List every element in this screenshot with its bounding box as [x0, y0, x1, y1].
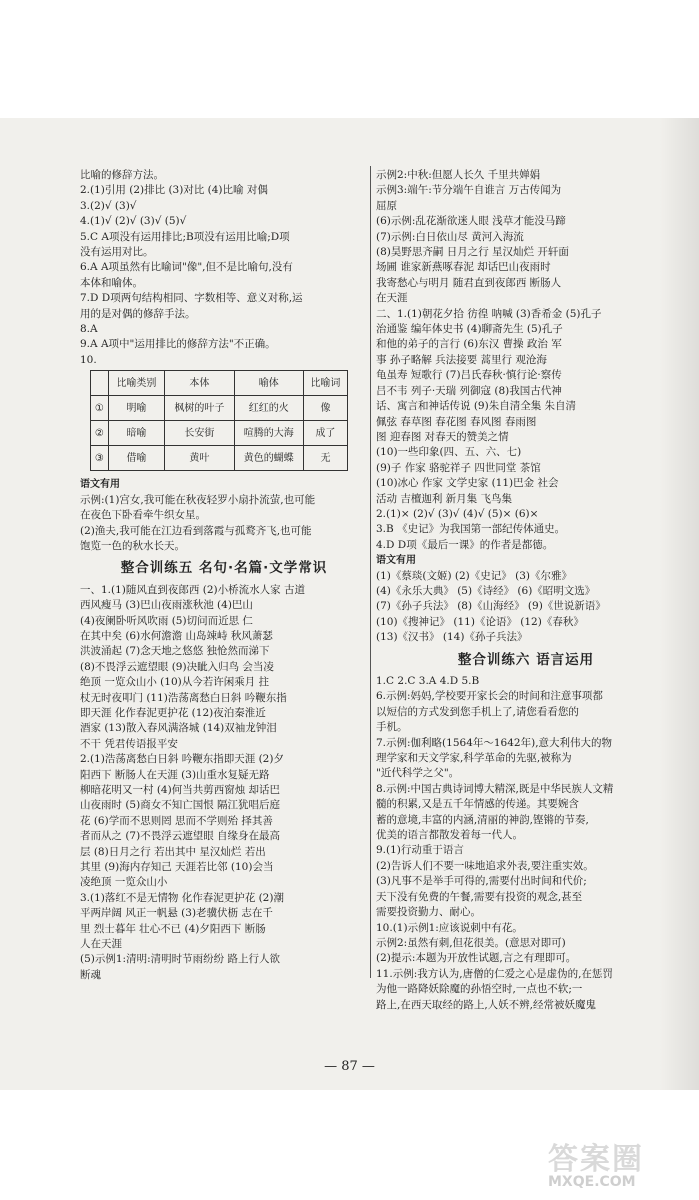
- answer-line: 西风瘦马 (3)巴山夜雨涨秋池 (4)巴山: [80, 599, 253, 612]
- table-header-cell: 比喻类别: [108, 371, 165, 396]
- table-cell: 长安街: [165, 421, 234, 446]
- answer-line: 以短信的方式发到您手机上了,请您看看您的: [376, 705, 579, 718]
- answer-line: 用的是对偶的修辞手法。: [80, 307, 196, 320]
- table-cell: 像: [303, 396, 347, 421]
- answer-line: 3.(2)√ (3)√: [80, 199, 137, 212]
- table-cell: 无: [303, 446, 347, 471]
- table-cell: 枫树的叶子: [165, 396, 234, 421]
- yuwen-heading: 语文有用: [376, 555, 416, 567]
- answer-line: (10)冰心 作家 文学史家 (11)巴金 社会: [376, 477, 559, 490]
- answer-line: 屈原: [376, 199, 397, 212]
- answer-line: 饱览一色的秋水长天。: [80, 539, 185, 552]
- answer-line: (1)《蔡琰(文姬) (2)《史记》 (3)《尔雅》: [376, 569, 572, 582]
- answer-line: 山夜雨时 (5)商女不知亡国恨 隔江犹唱后庭: [80, 799, 281, 812]
- table-cell: 暗喻: [108, 421, 165, 446]
- answer-line: 二、1.(1)朝花夕拾 彷徨 呐喊 (3)香希金 (5)孔子: [376, 307, 602, 320]
- answer-line: 场圃 谁家新燕啄春泥 却话巴山夜雨时: [376, 261, 551, 274]
- table-cell: ③: [91, 446, 109, 471]
- answer-line: 在其中矣 (6)水何澹澹 山岛竦峙 秋风萧瑟: [80, 629, 273, 642]
- answer-line: 优美的语言都散发着每一代人。: [376, 829, 523, 842]
- yuwen-heading: 语文有用: [80, 479, 120, 491]
- answer-line: 9.A A项中"运用排比的修辞方法"不正确。: [80, 338, 276, 351]
- answer-line: 为他一路降妖除魔的孙悟空时,一点也不软;一: [376, 983, 583, 996]
- answer-line: 2.(1)× (2)√ (3)√ (4)√ (5)× (6)×: [376, 507, 539, 520]
- section-title: 整合训练六 语言运用: [457, 651, 595, 668]
- answer-line: 蓄的意境,丰富的内涵,清丽的神韵,铿锵的节奏,: [376, 813, 589, 826]
- answer-line: 里 烈士暮年 壮心不已 (4)夕阳西下 断肠: [80, 922, 266, 935]
- answer-line: 髓的积累,又是五千年情感的传递。其要婉含: [376, 798, 579, 811]
- answer-line: (2)告诉人们不要一味地追求外表,要注重实效。: [376, 859, 594, 872]
- table-header-cell: 比喻词: [303, 371, 347, 396]
- answer-line: 10.: [80, 353, 97, 366]
- answer-line: 没有运用对比。: [80, 246, 154, 259]
- answer-line: 6.示例:妈妈,学校要开家长会的时间和注意事项都: [376, 690, 603, 703]
- answer-line: 天下没有免费的午餐,需要有投资的观念,甚至: [376, 890, 583, 903]
- answer-line: (5)示例1:清明:清明时节雨纷纷 路上行人欲: [80, 953, 280, 966]
- answer-line: 1.C 2.C 3.A 4.D 5.B: [376, 675, 480, 687]
- answer-line: (9)子 作家 骆驼祥子 四世同堂 茶馆: [376, 461, 541, 474]
- answer-line: 一、1.(1)随风直到夜郎西 (2)小桥流水人家 古道: [80, 583, 305, 596]
- answer-line: (10)《搜神记》 (11)《论语》 (12)《春秋》: [376, 615, 584, 628]
- answer-line: 比喻的修辞方法。: [80, 169, 164, 181]
- answer-line: (6)示例:乱花渐欲迷人眼 浅草才能没马蹄: [376, 215, 566, 228]
- answer-line: 图 迎春图 对春天的赞美之情: [376, 430, 509, 443]
- answer-line: 花 (6)学而不思则罔 思而不学则殆 择其善: [80, 814, 273, 827]
- answer-line: 示例:(1)宫女,我可能在秋夜轻罗小扇扑流萤,也可能: [80, 493, 316, 506]
- answer-line: 在天涯: [376, 292, 408, 305]
- table-row: [91, 421, 348, 446]
- answer-line: 示例2:虽然有刺,但花很美。(意思对即可): [376, 936, 566, 949]
- table-cell: ①: [91, 396, 109, 421]
- right-column: [376, 168, 676, 1013]
- answer-line: 佩弦 春草图 春花图 春风图 春雨图: [376, 415, 537, 428]
- answer-line: "近代科学之父"。: [376, 767, 460, 780]
- answer-line: (8)昊野思齐嗣 日月之行 星汉灿烂 开轩面: [376, 246, 569, 259]
- table-cell: 喧腾的大海: [234, 421, 303, 446]
- answer-line: 绝顶 一览众山小 (10)从今若许闲乘月 拄: [80, 676, 270, 689]
- answer-line: 者而从之 (7)不畏浮云遮望眼 自缘身在最高: [80, 830, 281, 843]
- answer-line: 洪波涌起 (7)念天地之悠悠 独怆然而涕下: [80, 645, 270, 658]
- answer-line: 5.C A项没有运用排比;B项没有运用比喻;D项: [80, 230, 290, 243]
- table-row: [91, 396, 348, 421]
- answer-line: 人在天涯: [80, 938, 122, 951]
- answer-line: 11.示例:我方认为,唐僧的仁爱之心是虚伪的,在惩罚: [376, 967, 613, 980]
- answer-line: 需要投资勤力、耐心。: [376, 906, 481, 919]
- answer-line: 吕不韦 列子·天瑞 列御寇 (8)我国古代神: [376, 384, 562, 397]
- answer-line: (2)提示:本题为开放性试题,言之有理即可。: [376, 952, 577, 965]
- answer-line: 柳暗花明又一村 (4)何当共剪西窗烛 却话巴: [80, 784, 281, 796]
- answer-line: 本体和喻体。: [80, 276, 143, 289]
- answer-line: (4)《永乐大典》 (5)《诗经》 (6)《昭明文选》: [376, 584, 596, 597]
- answer-line: 7.D D项两句结构相同、字数相等、意义对称,运: [80, 292, 303, 305]
- table-cell: 黄叶: [165, 446, 234, 471]
- answer-line: 3.B 《史记》为我国第一部纪传体通史。: [376, 523, 566, 536]
- answer-line: 示例3:端午:节分端午自谁言 万古传闻为: [376, 184, 562, 197]
- answer-line: 阳西下 断肠人在天涯 (3)山重水复疑无路: [80, 768, 270, 781]
- answer-line: (7)示例:白日依山尽 黄河入海流: [376, 230, 524, 243]
- table-header-cell: [91, 371, 109, 396]
- answer-line: (10)一些印象(四、五、六、七): [376, 446, 522, 459]
- answer-line: 10.(1)示例1:应该说刺中有花。: [376, 921, 523, 934]
- top-black-bar: [0, 0, 699, 118]
- watermark-url: MXQE.COM: [548, 1174, 636, 1190]
- answer-line: 不干 凭君传语报平安: [80, 737, 178, 750]
- answer-line: 酒家 (13)散入春风满洛城 (14)双袖龙钟泪: [80, 722, 277, 735]
- answer-line: 治通鉴 编年体史书 (4)聊斋先生 (5)孔子: [376, 323, 563, 336]
- table-cell: 明喻: [108, 396, 165, 421]
- page-number: — 87 —: [324, 1059, 375, 1074]
- table-cell: 红红的火: [234, 396, 303, 421]
- answer-line: 事 孙子略解 兵法接要 蒿里行 观沧海: [376, 353, 547, 366]
- answer-line: 示例2:中秋:但愿人长久 千里共婵娟: [376, 169, 541, 181]
- left-column: [80, 168, 368, 983]
- answer-line: 理学家和天文学家,科学革命的先驱,被称为: [376, 752, 572, 765]
- watermark-logo: 答案圈: [548, 1142, 644, 1177]
- section-title: 整合训练五 名句·名篇·文学常识: [120, 560, 328, 577]
- answer-line: (7)《孙子兵法》 (8)《山海经》 (9)《世说新语》: [376, 600, 606, 613]
- answer-line: 龟虽寿 短歌行 (7)吕氏春秋·慎行论·察传: [376, 369, 562, 382]
- answer-line: 其里 (9)海内存知己 天涯若比邻 (10)会当: [80, 861, 274, 874]
- table-cell: 借喻: [108, 446, 165, 471]
- answer-line: 4.D D项《最后一课》的作者是都德。: [376, 538, 554, 551]
- answer-line: 2.(1)引用 (2)排比 (3)对比 (4)比喻 对偶: [80, 184, 268, 197]
- answer-line: 层 (8)日月之行 若出其中 星汉灿烂 若出: [80, 845, 266, 858]
- metaphor-table: [90, 370, 348, 471]
- answer-line: 7.示例:伽利略(1564年～1642年),意大利伟大的物: [376, 736, 613, 749]
- answer-line: 我寄愁心与明月 随君直到夜郎西 断肠人: [376, 276, 562, 289]
- answer-line: 平两岸阔 风正一帆悬 (3)老骥伏枥 志在千: [80, 907, 273, 920]
- watermark: [548, 1134, 644, 1190]
- table-row: [91, 446, 348, 471]
- table-header-cell: 喻体: [234, 371, 303, 396]
- answer-line: 4.(1)√ (2)√ (3)√ (5)√: [80, 215, 187, 228]
- answer-line: 9.(1)行动重于语言: [376, 844, 464, 857]
- table-cell: 成了: [303, 421, 347, 446]
- answer-line: 路上,在西天取经的路上,人妖不辨,经常被妖魔鬼: [376, 998, 597, 1011]
- column-divider: [370, 166, 371, 978]
- answer-line: (8)不畏浮云遮望眼 (9)决眦入归鸟 会当凌: [80, 660, 274, 673]
- answer-line: 和他的弟子的言行 (6)东汉 曹操 政治 军: [376, 338, 562, 351]
- answer-line: 手机。: [376, 721, 408, 734]
- book-page: [0, 118, 699, 1090]
- table-header-row: [91, 371, 348, 396]
- answer-line: (2)渔夫,我可能在江边看到落霞与孤鹜齐飞,也可能: [80, 524, 312, 537]
- answer-line: 杖无时夜叩门 (11)浩荡离愁白日斜 吟鞭东指: [80, 691, 287, 704]
- answer-line: 断魂: [80, 968, 101, 981]
- answer-line: (3)凡事不是举手可得的,需要付出时间和代价;: [376, 875, 587, 888]
- answer-line: 即天涯 化作春泥更护花 (12)夜泊秦淮近: [80, 706, 266, 719]
- answer-line: (4)夜阑卧听风吹雨 (5)切问而近思 仁: [80, 614, 253, 627]
- answer-line: 在夜色下卧看牵牛织女星。: [80, 509, 206, 522]
- answer-line: 凌绝顶 一览众山小: [80, 876, 168, 889]
- table-cell: ②: [91, 421, 109, 446]
- answer-line: (13)《汉书》 (14)《孙子兵法》: [376, 631, 528, 644]
- answer-line: 8.A: [80, 323, 98, 336]
- answer-line: 8.示例:中国古典诗词博大精深,既是中华民族人文精: [376, 782, 614, 795]
- table-header-cell: 本体: [165, 371, 234, 396]
- answer-line: 话、寓言和神话传说 (9)朱自清全集 朱自清: [376, 400, 577, 413]
- table-cell: 黄色的蝴蝶: [234, 446, 303, 471]
- answer-line: 活动 吉檀迦利 新月集 飞鸟集: [376, 492, 513, 505]
- answer-line: 6.A A项虽然有比喻词"像",但不是比喻句,没有: [80, 261, 293, 274]
- answer-line: 2.(1)浩荡离愁白日斜 吟鞭东指即天涯 (2)夕: [80, 753, 284, 766]
- answer-line: 3.(1)落红不是无情物 化作春泥更护花 (2)潮: [80, 891, 284, 904]
